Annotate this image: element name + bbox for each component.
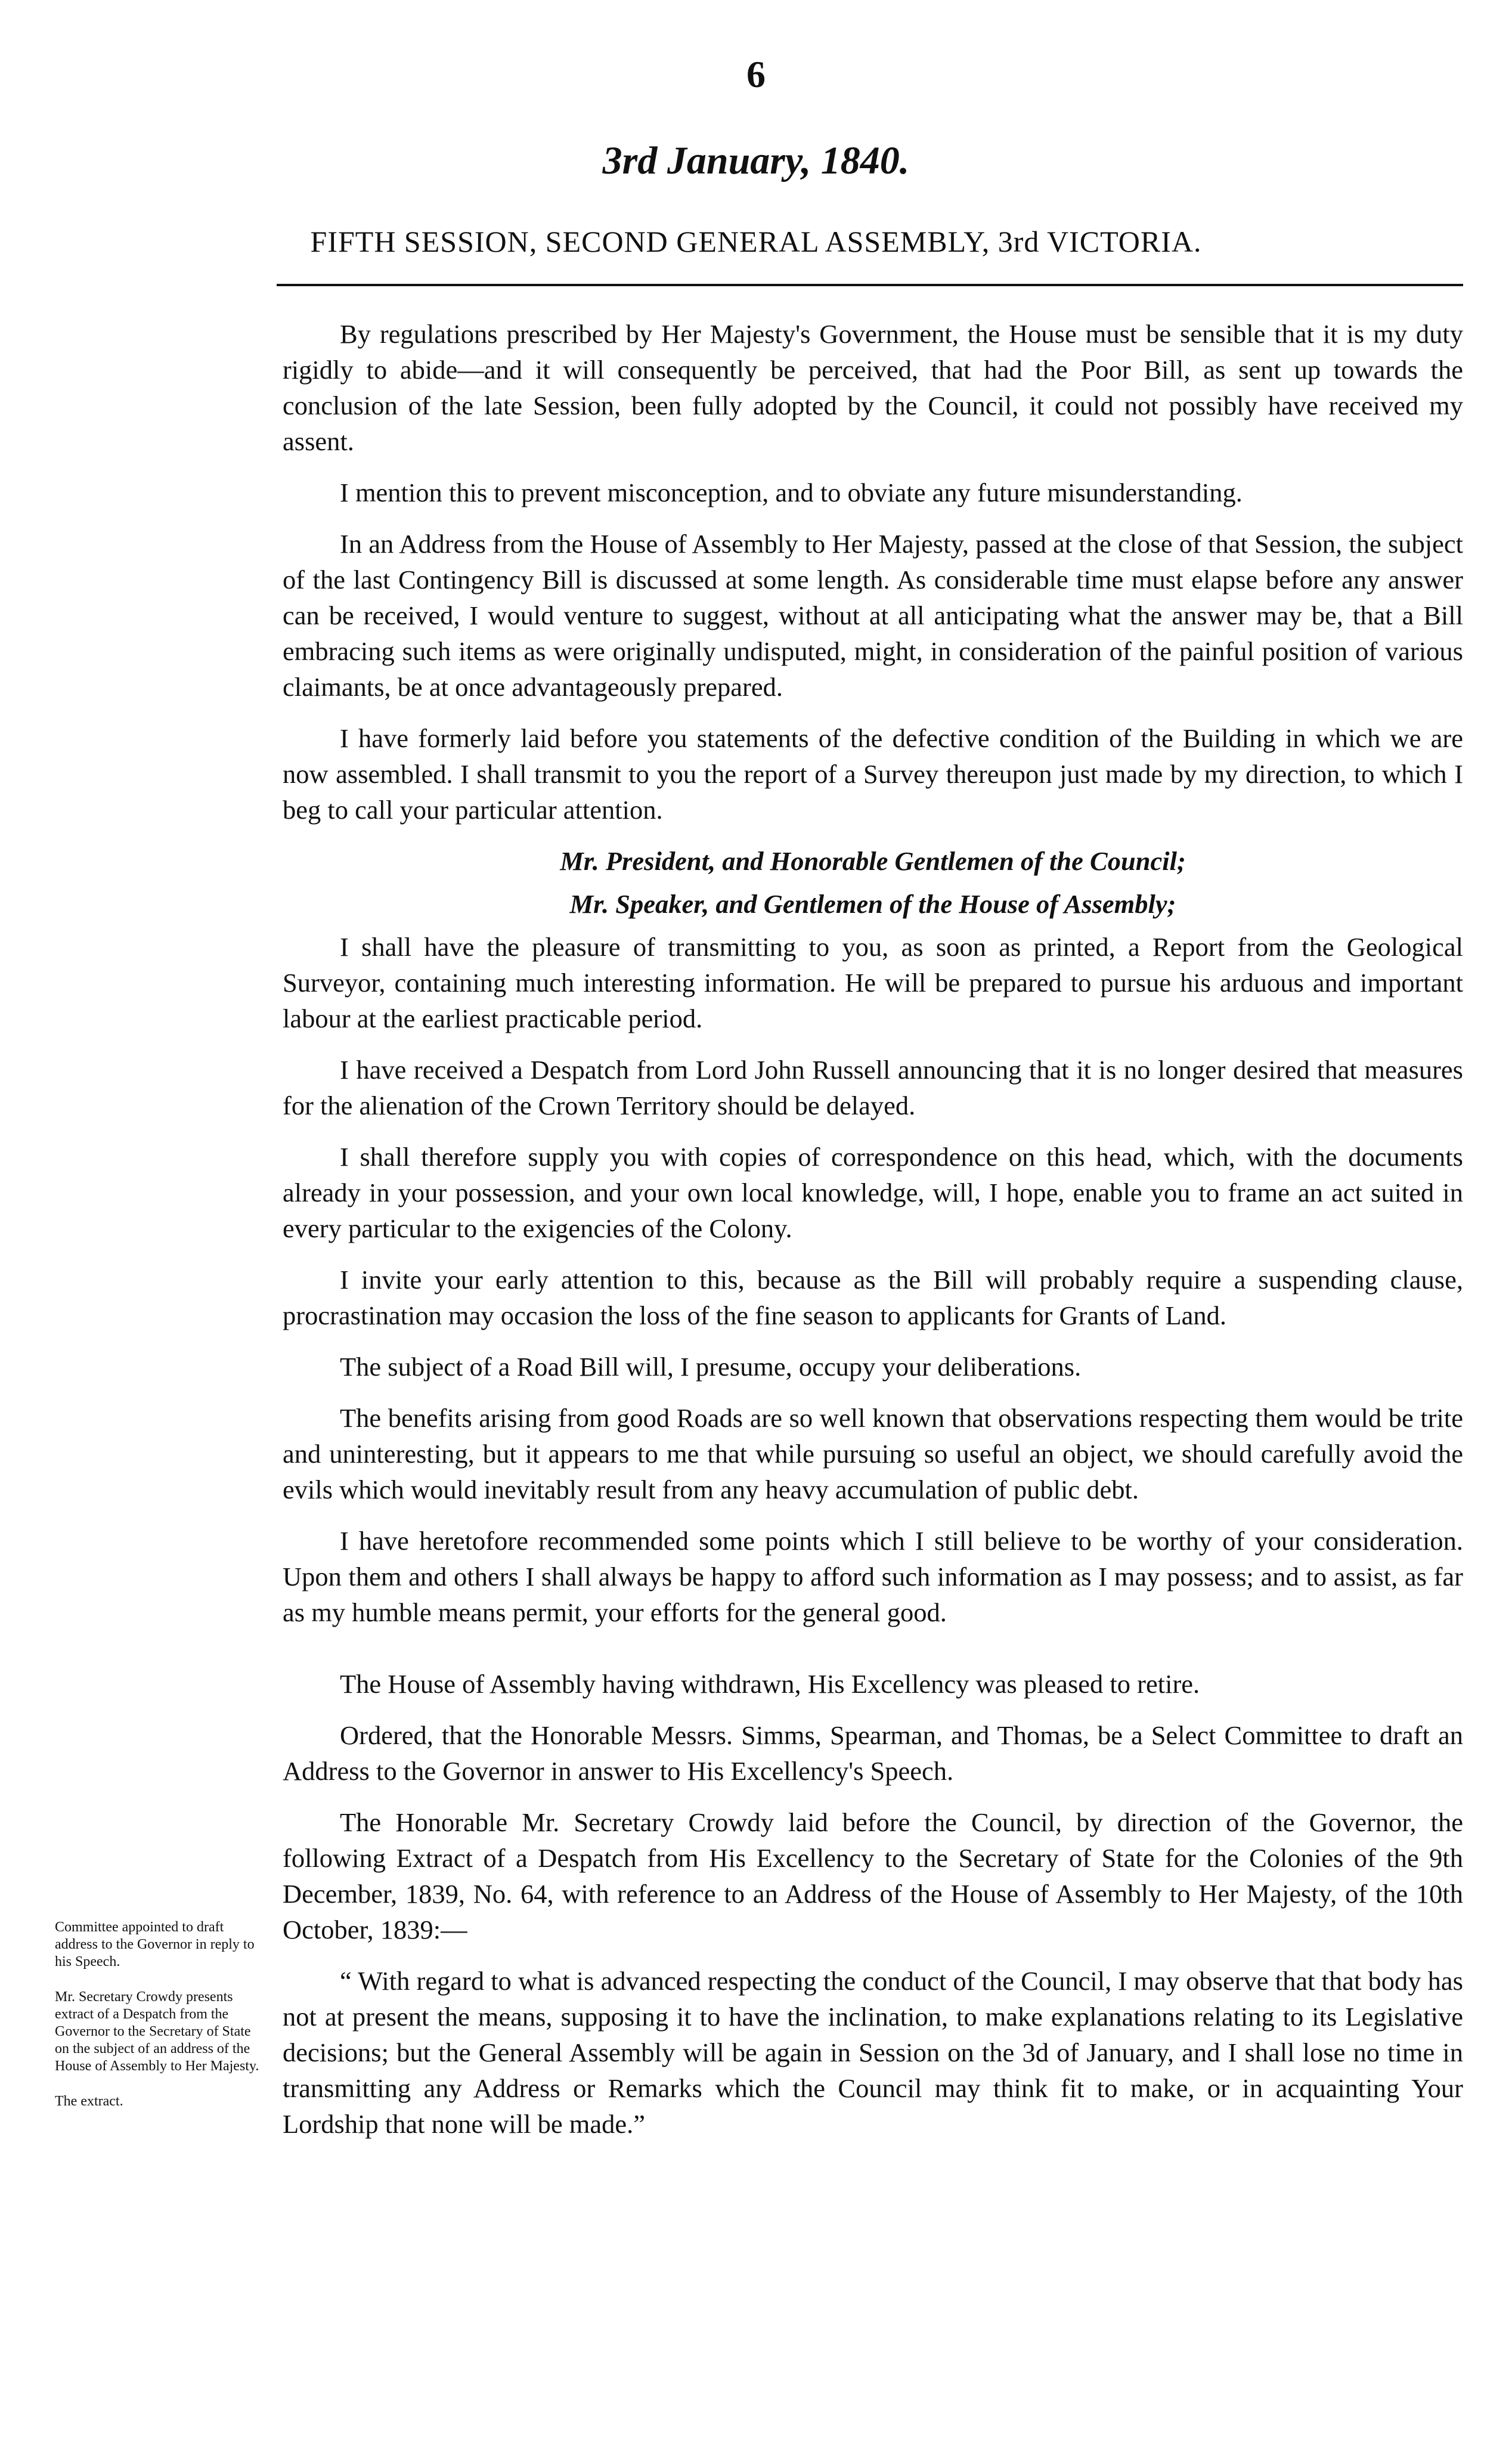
session-heading: FIFTH SESSION, SECOND GENERAL ASSEMBLY, 3rd VICTORIA.: [310, 225, 1202, 258]
paragraph: “ With regard to what is advanced respecting the conduct of the Council, I may observe that that body has not at present the means, supposing it to have the inclination, to make explanations relating to its Legislative decisions; but the General Assembly will be again in Session on the 3d of January, and I shall lose no time in transmitting any Address or Remarks which the Council may think fit to make, or in acquainting Your Lordship that none will be made.”: [283, 1966, 1463, 2139]
paragraph: The Honorable Mr. Secretary Crowdy laid before the Council, by direction of the Governor, the following Extract of a Despatch from His Excellency to the Secretary of State for the Colonies of the 9th December, 1839, No. 64, with reference to an Address of the House of Assembly to Her Majesty, of the 10th October, 1839:—: [283, 1807, 1463, 1944]
paragraph: I have received a Despatch from Lord John Russell announcing that it is no longer desired that measures for the alienation of the Crown Territory should be delayed.: [283, 1055, 1463, 1120]
paragraph: I have heretofore recommended some points which I still believe to be worthy of your consideration. Upon them and others I shall always be happy to afford such information as I may possess; and to assist, as far as my humble means permit, your efforts for the general good.: [283, 1526, 1463, 1627]
paragraph: The benefits arising from good Roads are so well known that observations respecting them would be trite and uninteresting, but it appears to me that while pursuing so useful an object, we should carefully avoid the evils which would inevitably result from any heavy accumulation of public debt.: [283, 1403, 1463, 1504]
margin-note: The extract.: [55, 2094, 123, 2109]
main-text: [283, 316, 1463, 2157]
paragraph: I shall have the pleasure of transmitting to you, as soon as printed, a Report from the Geological Surveyor, containing much interesting information. He will be prepared to pursue his arduous and important labour at the earliest practicable period.: [283, 932, 1463, 1033]
paragraph: I mention this to prevent misconception, and to obviate any future misunderstanding.: [340, 478, 1243, 507]
paragraph: The House of Assembly having withdrawn, His Excellency was pleased to retire.: [340, 1669, 1200, 1699]
paragraph: I have formerly laid before you statements of the defective condition of the Building in which we are now assembled. I shall transmit to you the report of a Survey thereupon just made by my direction, to which I beg to call your particular attention.: [283, 723, 1463, 825]
paragraph: I invite your early attention to this, because as the Bill will probably require a suspending clause, procrastination may occasion the loss of the fine season to applicants for Grants of Land.: [283, 1265, 1463, 1330]
paragraph: I shall therefore supply you with copies of correspondence on this head, which, with the documents already in your possession, and your own local knowledge, will, I hope, enable you to frame an act suited in every particular to the exigencies of the Colony.: [283, 1142, 1463, 1243]
header-divider: [277, 284, 1463, 286]
paragraph: In an Address from the House of Assembly to Her Majesty, passed at the close of that Session, the subject of the last Contingency Bill is discussed at some length. As considerable time must elapse before any answer can be received, I would venture to suggest, without at all anticipating what the answer may be, that a Bill embracing such items as were originally undisputed, might, in consideration of the painful position of various claimants, be at once advantageously prepared.: [283, 529, 1463, 702]
margin-note: Mr. Secretary Crowdy presents extract of a Despatch from the Governor to the Secretary of State on the subject of an address of the House of Assembly to Her Majesty.: [55, 1989, 259, 2074]
date-heading: 3rd January, 1840.: [602, 139, 910, 182]
address-line: Mr. Speaker, and Gentlemen of the House of Assembly;: [569, 889, 1176, 919]
paragraph: The subject of a Road Bill will, I presume, occupy your deliberations.: [340, 1352, 1082, 1382]
margin-notes: [55, 1919, 264, 2128]
page-number: 6: [746, 53, 766, 95]
address-line: Mr. President, and Honorable Gentlemen of the Council;: [560, 846, 1186, 876]
paragraph: Ordered, that the Honorable Messrs. Simms, Spearman, and Thomas, be a Select Committee to draft an Address to the Governor in answer to His Excellency's Speech.: [283, 1720, 1463, 1786]
paragraph: By regulations prescribed by Her Majesty's Government, the House must be sensible that it is my duty rigidly to abide—and it will consequently be perceived, that had the Poor Bill, as sent up towards the conclusion of the late Session, been fully adopted by the Council, it could not possibly have received my assent.: [283, 319, 1463, 456]
margin-note: Committee appointed to draft address to the Governor in reply to his Speech.: [55, 1919, 255, 1970]
